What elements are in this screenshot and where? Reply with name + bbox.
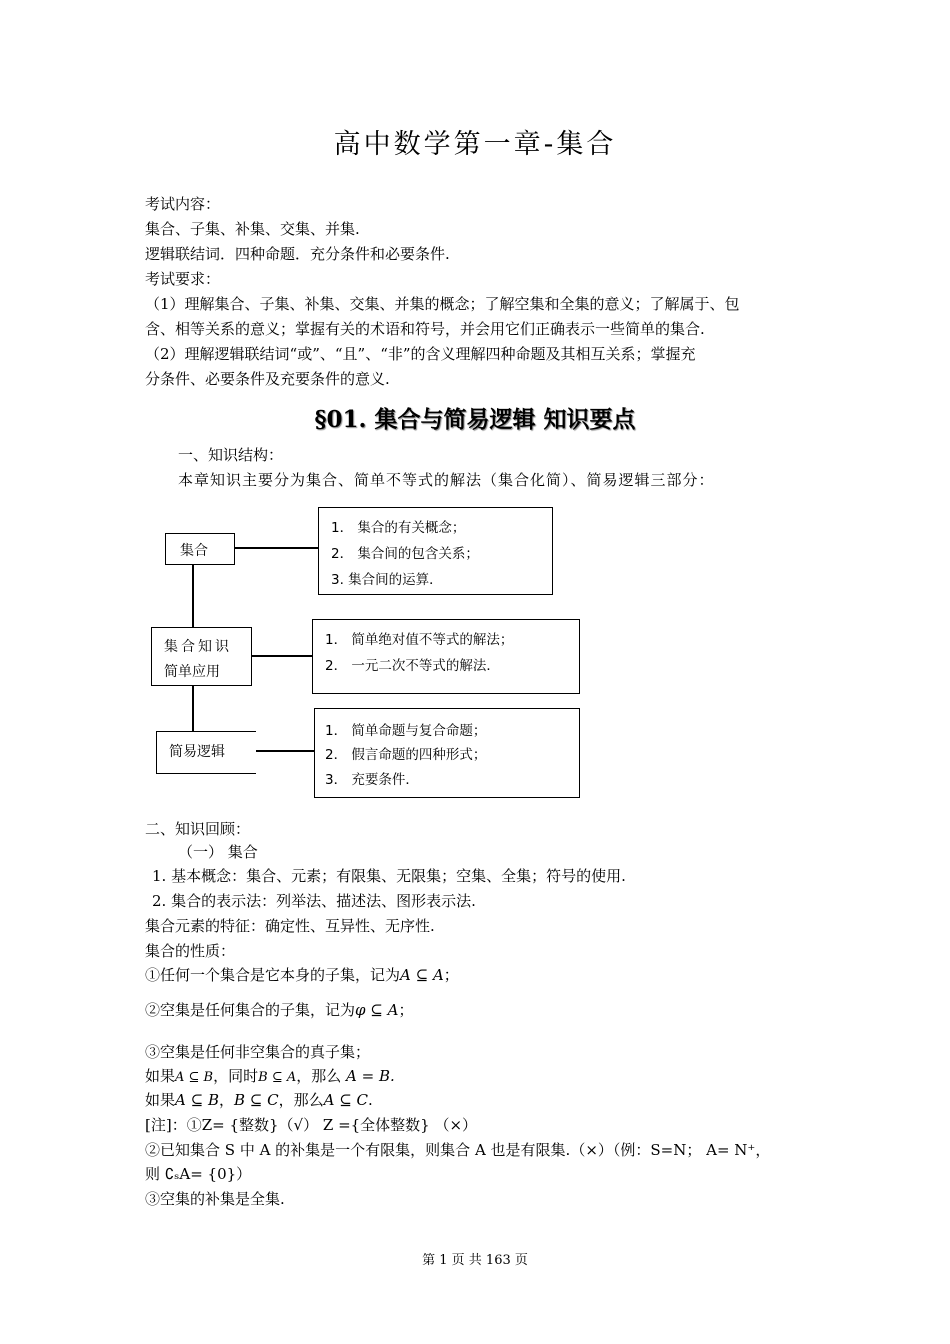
node-set-label: 集合: [180, 543, 208, 559]
connector-vertical-bottom: [192, 684, 194, 732]
node-application-box: [151, 627, 252, 686]
prop2: [145, 998, 413, 1022]
list1-item-1: 1． 集合的有关概念；: [331, 520, 466, 536]
section-title: §01. 集合与简易逻辑 知识要点: [314, 406, 636, 433]
page-title: 高中数学第一章-集合: [333, 129, 617, 160]
if2-m1: A ⊆ B: [175, 1091, 219, 1109]
connector-node2-list2: [250, 655, 312, 657]
exam-req1-b: 含、相等关系的意义；掌握有关的术语和符号，并会用它们正确表示一些简单的集合.: [145, 320, 705, 338]
prop1-text: ①任何一个集合是它本身的子集，记为: [145, 966, 401, 984]
prop2-end: ；: [398, 1001, 414, 1019]
node-set-box: [165, 533, 235, 565]
if2-end: .: [368, 1091, 373, 1109]
note-line1: [注]：①Z= {整数}（√） Z ={全体整数} （×）: [145, 1116, 478, 1134]
connector-node1-list1: [234, 547, 318, 549]
list2-item-1: 1． 简单绝对值不等式的解法；: [325, 632, 514, 648]
note-line3: 则 ∁ₛA= {0}）: [145, 1165, 252, 1183]
exam-req1-a: （1）理解集合、子集、补集、交集、并集的概念；了解空集和全集的意义；了解属于、包: [145, 295, 740, 313]
connector-node3-list3: [256, 750, 314, 752]
note-line2: ②已知集合 S 中 A 的补集是一个有限集，则集合 A 也是有限集.（×）（例：S=N； A= N⁺，: [145, 1141, 771, 1159]
if1-c: ，那么: [296, 1067, 342, 1085]
list3-box: [314, 708, 580, 798]
if-line1: [145, 1064, 395, 1090]
prop2-math: φ ⊆ A: [355, 1001, 399, 1019]
exam-content-line2: 逻辑联结词．四种命题．充分条件和必要条件.: [145, 245, 450, 263]
prop1-math: A ⊆ A: [400, 966, 444, 984]
prop2-text: ②空集是任何集合的子集，记为: [145, 1001, 356, 1019]
list3-item-3: 3． 充要条件．: [325, 772, 419, 788]
list1-item-3: 3. 集合间的运算．: [331, 572, 443, 588]
review-sub1: （一） 集合: [178, 843, 258, 861]
prop1-end: ；: [443, 966, 459, 984]
review-heading: 二、知识回顾：: [145, 820, 251, 838]
node-application-line2: 简单应用: [164, 664, 220, 680]
if1-m2: B ⊆ A: [258, 1070, 297, 1085]
prop1: [145, 963, 459, 987]
if2-a: 如果: [145, 1091, 176, 1109]
if2-m2: B ⊆ C: [234, 1091, 279, 1109]
connector-vertical-top: [192, 564, 194, 628]
list3-item-2: 2． 假言命题的四种形式；: [325, 747, 487, 763]
review-item1: 1. 基本概念：集合、元素；有限集、无限集；空集、全集；符号的使用.: [152, 867, 626, 885]
node-application-line1: 集合知识: [164, 639, 232, 655]
page-footer: 第 1 页 共 163 页: [422, 1253, 528, 1268]
review-item2: 2. 集合的表示法：列举法、描述法、图形表示法.: [152, 892, 476, 910]
if1-b: ，同时: [213, 1067, 259, 1085]
list3-item-1: 1． 简单命题与复合命题；: [325, 723, 487, 739]
note-line4: ③空集的补集是全集.: [145, 1190, 285, 1208]
if1-m1: A ⊆ B: [175, 1070, 214, 1085]
structure-desc: 本章知识主要分为集合、简单不等式的解法（集合化简）、简易逻辑三部分：: [178, 471, 715, 489]
exam-req-heading: 考试要求：: [145, 270, 221, 288]
list2-box: [312, 619, 580, 694]
if1-m3: A = B.: [346, 1067, 395, 1085]
list2-item-2: 2． 一元二次不等式的解法．: [325, 658, 500, 674]
if2-c: ，那么: [278, 1091, 324, 1109]
if-line2: [145, 1088, 373, 1112]
prop3: ③空集是任何非空集合的真子集；: [145, 1043, 371, 1061]
list1-item-2: 2． 集合间的包含关系；: [331, 546, 479, 562]
if1-a: 如果: [145, 1067, 176, 1085]
exam-content-heading: 考试内容：: [145, 195, 221, 213]
exam-content-line1: 集合、子集、补集、交集、并集.: [145, 220, 360, 238]
review-props-heading: 集合的性质：: [145, 942, 236, 960]
node-logic-box: [156, 731, 256, 774]
if2-sep: ，: [218, 1091, 234, 1109]
exam-req2-b: 分条件、必要条件及充要条件的意义.: [145, 370, 390, 388]
list1-box: [318, 507, 553, 595]
review-features: 集合元素的特征：确定性、互异性、无序性.: [145, 917, 435, 935]
exam-req2-a: （2）理解逻辑联结词“或”、“且”、“非”的含义理解四种命题及其相互关系；掌握充: [145, 345, 696, 363]
node-logic-label: 简易逻辑: [169, 744, 225, 760]
if2-m3: A ⊆ C: [323, 1091, 369, 1109]
structure-heading: 一、知识结构：: [178, 446, 284, 464]
